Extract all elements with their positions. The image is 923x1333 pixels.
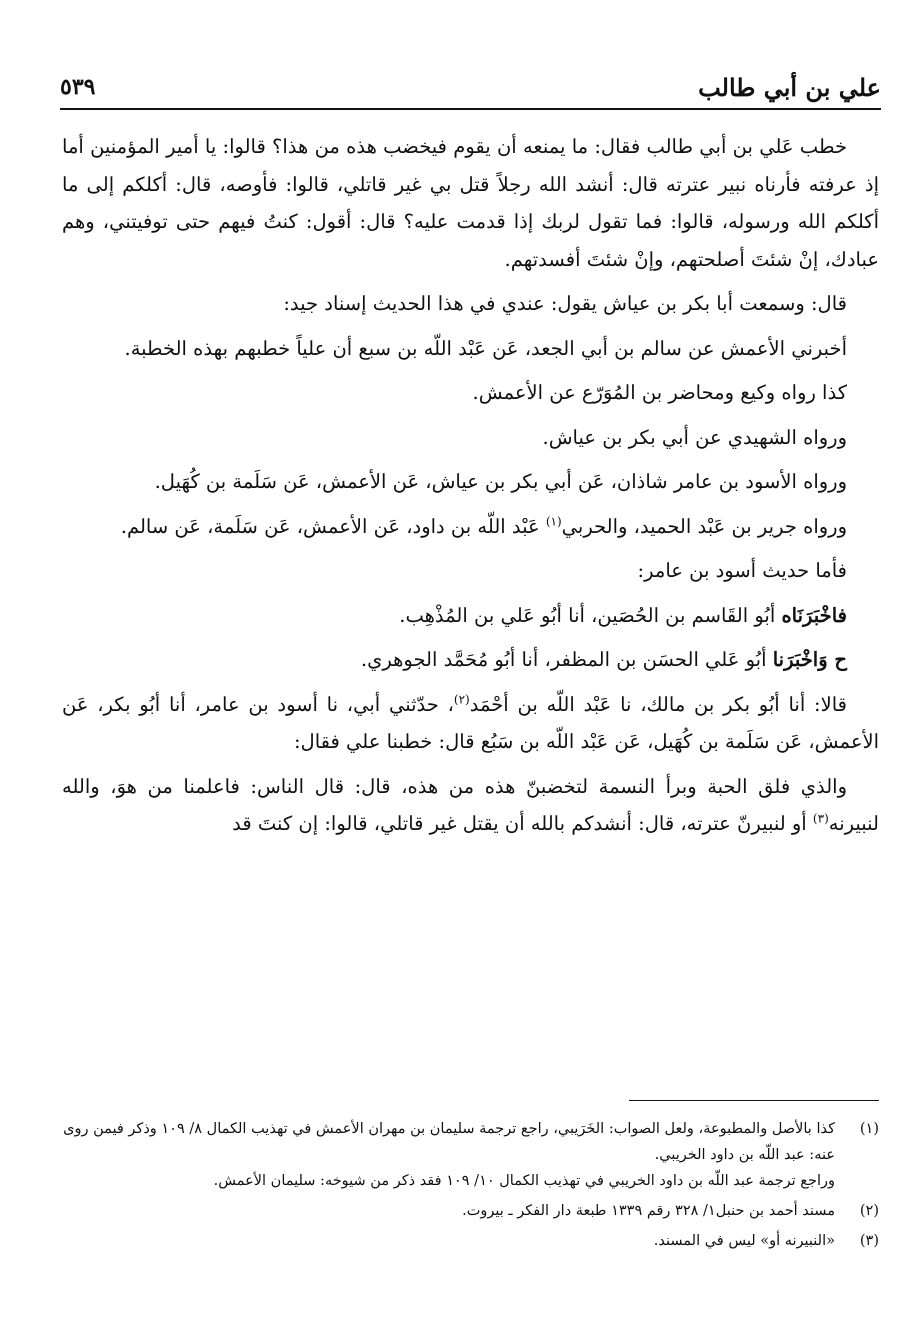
paragraph bbox=[62, 597, 879, 635]
footnotes bbox=[60, 1116, 879, 1258]
paragraph-text: أو لنبيرنّ عترته، قال: أنشدكم بالله أن يقتل غير قاتلي، قالوا: إن كنتَ قد bbox=[232, 812, 813, 835]
footnote-ref: (٣) bbox=[812, 811, 829, 826]
footnote-line: «النبيرنه أو» ليس في المسند. bbox=[653, 1233, 835, 1249]
paragraph: فأما حديث أسود بن عامر: bbox=[637, 559, 847, 582]
paragraph: ورواه الأسود بن عامر شاذان، عَن أبي بكر بن عياش، عَن الأعمش، عَن سَلَمة بن كُهَيل. bbox=[154, 470, 847, 493]
paragraph-text: ، حدّثني أبي، نا أسود بن عامر، أنا أبُو بكر، عَن الأعمش، عَن سَلَمة بن كُهَيل، عَن عَبْد اللّه بن سَبُع قال: خطبنا علي فقال: bbox=[62, 692, 879, 753]
paragraph: ورواه الشهيدي عن أبي بكر بن عياش. bbox=[542, 425, 847, 449]
paragraph-text: أبُو عَلي الحسَن بن المظفر، أنا أبُو مُحَمَّد الجوهري. bbox=[360, 648, 773, 671]
footnote bbox=[60, 1228, 879, 1254]
paragraph bbox=[62, 508, 879, 546]
footnote-line: كذا بالأصل والمطبوعة، ولعل الصواب: الخَرَيبي، راجع ترجمة سليمان بن مهران الأعمش في تهذيب الكمال ٨/ ١٠٩ وذكر فيمن روى عنه: عبد اللّه بن داود الخريبي. bbox=[63, 1121, 835, 1163]
paragraph-text: ورواه جرير بن عَبْد الحميد، والحربي bbox=[561, 514, 847, 538]
page-number: ٥٣٩ bbox=[60, 74, 96, 100]
footnote-number: (٣) bbox=[859, 1233, 879, 1249]
footnote-number: (١) bbox=[859, 1121, 879, 1137]
bold-keyword: فاخْبَرَنَاه bbox=[781, 603, 847, 627]
main-text bbox=[62, 128, 879, 850]
footnote-text bbox=[60, 1228, 835, 1254]
footnote-number: (٢) bbox=[859, 1203, 879, 1219]
footnote-line: وراجع ترجمة عبد اللّه بن داود الخريبي في تهذيب الكمال ١٠/ ١٠٩ فقد ذكر من شيوخه: سليمان الأعمش. bbox=[213, 1173, 835, 1189]
footnote-line: مسند أحمد بن حنبل١/ ٣٢٨ رقم ١٣٣٩ طبعة دار الفكر ـ بيروت. bbox=[462, 1203, 835, 1219]
running-title: علي بن أبي طالب bbox=[698, 73, 881, 102]
footnote-text bbox=[60, 1198, 835, 1224]
footnote-ref: (٢) bbox=[453, 692, 470, 706]
paragraph: خطب عَلي بن أبي طالب فقال: ما يمنعه أن يقوم فيخضب هذه من هذا؟ قالوا: يا أمير المؤمنين أما إذ عرفته فأرناه نبير عترته قال: أنشد الله رجلاً قتل بي غير قاتلي، قالوا: فأوصه، قال: أكلكم إلى ما أكلكم الله ورسوله، قالوا: فما تقول لربك إذا قدمت عليه؟ قال: أقول: كنتُ فيهم حتى توفيتني، وهم عبادك، إنْ شئتَ أصلحتهم، وإنْ شئتَ أفسدتهم. bbox=[62, 135, 879, 271]
paragraph: قال: وسمعت أبا بكر بن عياش يقول: عندي في هذا الحديث إسناد جيد: bbox=[283, 292, 847, 315]
bold-keyword: ح وَاخْبَرَنا bbox=[772, 648, 847, 671]
paragraph bbox=[62, 686, 879, 761]
paragraph bbox=[62, 641, 879, 679]
paragraph: كذا رواه وكيع ومحاضر بن المُوَرّع عن الأعمش. bbox=[472, 381, 847, 404]
paragraph: أخبرني الأعمش عن سالم بن أبي الجعد، عَن عَبْد اللّه بن سبع أن علياً خطبهم بهذه الخطبة. bbox=[124, 336, 847, 360]
running-header bbox=[60, 58, 881, 110]
paragraph-text: والذي فلق الحبة وبرأ النسمة لتخضبنّ هذه من هذه، قال: قال الناس: فاعلمنا من هوَ، والله لنبيرنه bbox=[62, 774, 879, 835]
paragraph-text: أبُو القَاسم بن الحُصَين، أنا أبُو عَلي بن المُذْهِب. bbox=[399, 603, 782, 627]
footnote-text bbox=[60, 1116, 835, 1194]
paragraph bbox=[62, 768, 879, 843]
footnote bbox=[60, 1198, 879, 1224]
paragraph-text: عَبْد اللّه بن داود، عَن الأعمش، عَن سَلَمة، عَن سالم. bbox=[120, 514, 546, 538]
footnote-ref: (١) bbox=[545, 514, 562, 528]
footnote-separator bbox=[629, 1100, 879, 1101]
paragraph-text: قالا: أنا أبُو بكر بن مالك، نا عَبْد اللّه بن أحْمَد bbox=[469, 692, 847, 716]
footnote bbox=[60, 1116, 879, 1194]
